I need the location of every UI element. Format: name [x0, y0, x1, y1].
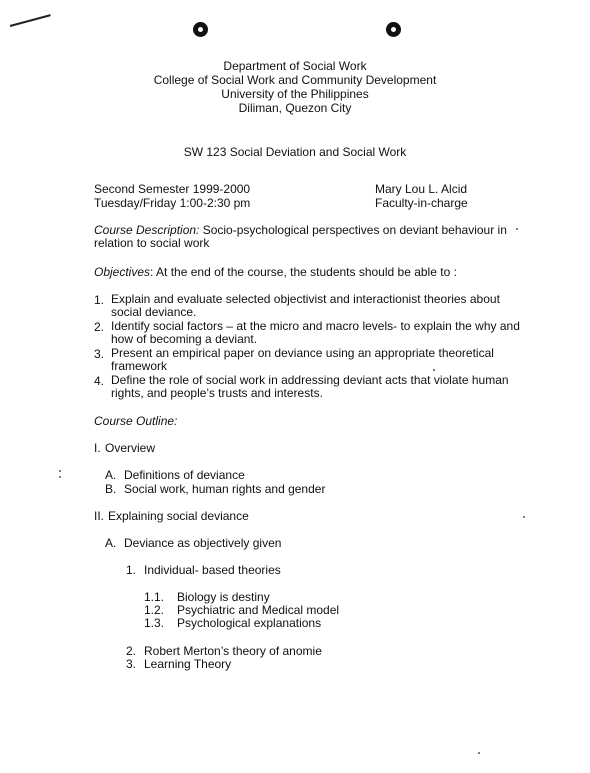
outline-subitem-text: Robert Merton’s theory of anomie: [144, 644, 322, 658]
objectives-label: Objectives: [94, 265, 151, 279]
outline-subitem-text: Learning Theory: [144, 657, 232, 671]
department-name: Department of Social Work: [223, 59, 367, 73]
outline-item-text: Social work, human rights and gender: [124, 482, 326, 496]
outline-subitem-text: Individual- based theories: [144, 563, 281, 577]
outline-section-title: Overview: [105, 441, 156, 455]
objective-number: 4.: [94, 374, 105, 388]
outline-section-number: II.: [94, 509, 105, 523]
outline-subsubitem-number: 1.1.: [144, 590, 165, 604]
course-description-text: Socio-psychological perspectives on deviant behaviour in relation to social work: [94, 223, 507, 250]
objective-number: 2.: [94, 320, 105, 334]
objective-text: Identify social factors – at the micro and macro levels- to explain the why and how of becoming a deviant.: [111, 319, 520, 346]
outline-subsubitem-text: Biology is destiny: [177, 590, 270, 604]
punch-hole-left: [193, 22, 208, 37]
scan-speck: [523, 516, 525, 518]
class-time: Tuesday/Friday 1:00-2:30 pm: [94, 196, 251, 210]
semester: Second Semester 1999-2000: [94, 182, 251, 196]
course-title: SW 123 Social Deviation and Social Work: [183, 145, 407, 159]
course-description-label: Course Description:: [94, 223, 200, 237]
instructor-role: Faculty-in-charge: [375, 196, 468, 210]
outline-subitem-number: 2.: [126, 644, 137, 658]
outline-item-letter: A.: [105, 536, 117, 550]
instructor-name: Mary Lou L. Alcid: [375, 182, 468, 196]
outline-item-text: Deviance as objectively given: [124, 536, 282, 550]
outline-subsubitem-number: 1.2.: [144, 603, 165, 617]
objective-text: Explain and evaluate selected objectivist and interactionist theories about social deviance.: [111, 292, 500, 319]
outline-section-title: Explaining social deviance: [108, 509, 249, 523]
outline-item-text: Definitions of deviance: [124, 468, 245, 482]
outline-subitem-number: 1.: [126, 563, 137, 577]
scan-speck: [59, 470, 61, 472]
course-outline-label: Course Outline:: [94, 414, 178, 428]
college-name: College of Social Work and Community Development: [153, 73, 437, 87]
objective-number: 3.: [94, 347, 105, 361]
objective-text: Present an empirical paper on deviance using an appropriate theoretical framework: [111, 346, 494, 373]
outline-item-letter: A.: [105, 468, 117, 482]
punch-hole-right: [386, 22, 401, 37]
outline-subitem-number: 3.: [126, 657, 137, 671]
objective-number: 1.: [94, 293, 105, 307]
outline-subsubitem-text: Psychological explanations: [177, 616, 322, 630]
scan-speck: [59, 476, 61, 478]
location: Diliman, Quezon City: [238, 101, 352, 115]
university-name: University of the Philippines: [221, 87, 369, 101]
outline-subsubitem-text: Psychiatric and Medical model: [177, 603, 340, 617]
pen-mark: [10, 14, 51, 27]
outline-item-letter: B.: [105, 482, 117, 496]
outline-subsubitem-number: 1.3.: [144, 616, 165, 630]
objective-text: Define the role of social work in addressing deviant acts that violate human rights, and people’s trusts and interests.: [111, 373, 509, 400]
objectives-intro: [94, 265, 457, 279]
course-description: [94, 224, 524, 250]
objectives-intro-text: : At the end of the course, the students should be able to :: [150, 265, 457, 279]
outline-section-number: I.: [94, 441, 101, 455]
scan-speck: [478, 752, 480, 754]
